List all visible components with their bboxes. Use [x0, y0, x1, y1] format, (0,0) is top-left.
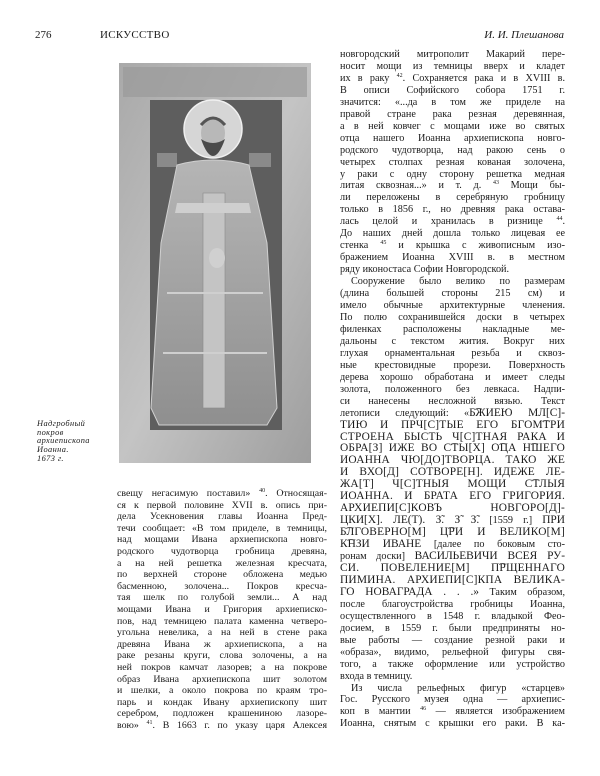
- text-line: [117, 650, 327, 662]
- text-segment: правой стране рака резная деревянная,: [340, 108, 565, 120]
- text-segment: дальоны с текстом жития. Вокруг них: [340, 335, 565, 347]
- text-segment: ТИЮ И ПРЧ[С]ТЫЕ ЕГО БГОМ͡ТРИ: [340, 418, 565, 431]
- footnote-reference: 46: [420, 706, 427, 713]
- text-segment: мощами Ивана и Григория архиеписко-: [117, 603, 327, 615]
- text-segment: древяна Ивана ж архиепископа, а на: [117, 638, 327, 650]
- text-line: [117, 546, 327, 558]
- text-line: [340, 336, 565, 348]
- caption-line: Надгробный: [37, 419, 86, 428]
- text-line: [340, 276, 565, 288]
- text-segment: ЖА[Т] Ч[С]ТНЫЯ МОЩИ С͡ТЛЫЯ: [340, 478, 565, 491]
- text-line: [340, 240, 565, 252]
- text-line: [340, 180, 565, 192]
- footnote-reference: 44: [556, 216, 563, 223]
- text-segment: вые работы — создание резной раки и: [340, 634, 565, 646]
- text-line: [117, 581, 327, 593]
- text-segment: ронам доски]: [340, 551, 415, 563]
- text-segment: ли переложены в серебряную гробницу: [340, 192, 565, 204]
- text-segment: ные крестовидные прорези. Поверхность: [340, 359, 565, 371]
- text-segment: си нанесены несложной вязью. Текст: [340, 395, 565, 407]
- text-segment: носит мощи из темницы вверх и кладет: [340, 60, 565, 72]
- text-segment: парь и кондак Ивану архиепископу шит: [117, 696, 327, 708]
- saint-stole: [203, 193, 225, 408]
- text-line: [117, 708, 327, 720]
- text-segment: золота, положенного без левкаса. Надпи-: [340, 383, 565, 395]
- text-line: [117, 523, 327, 535]
- footnote-reference: 43: [492, 180, 499, 187]
- text-line: [340, 264, 565, 276]
- inscription-text: ВАСИЛЬЕВИЧИ ВСЕЯ РУ-: [414, 550, 565, 563]
- text-segment: Сооружение было велико по размерам: [351, 276, 565, 288]
- text-line: [117, 639, 327, 651]
- text-segment: АРХИЕПИ[С]КОВЪ НОВГОРО[Д]-: [340, 502, 565, 515]
- text-segment: и крышка с живописным изо-: [386, 240, 566, 252]
- text-segment: и шелки, а около покрова по краям тро-: [117, 685, 327, 697]
- text-segment: вою»: [117, 719, 147, 731]
- text-line: [340, 623, 565, 635]
- text-segment: их в раку: [340, 72, 397, 84]
- text-segment: — является изображением: [426, 706, 566, 718]
- text-line: [340, 288, 565, 300]
- text-line: [117, 534, 327, 546]
- inscription-text: К͡НЗИ ИВАНЕ: [340, 538, 422, 551]
- text-line: [340, 635, 565, 647]
- text-segment: бражением Иоанна XVIII в. в местном: [340, 252, 565, 264]
- text-line: [340, 157, 565, 169]
- caption-line: покров: [37, 427, 64, 437]
- text-line: [340, 169, 565, 181]
- text-segment: ИОАННА. И БРАТА ЕГО ГРИГОРИЯ.: [340, 490, 565, 503]
- text-segment: тая шелк по голубой земли... А над: [117, 592, 327, 604]
- text-segment: глухая орнаментальная резьба и сквоз-: [340, 347, 565, 359]
- left-text-column: [117, 488, 327, 731]
- text-segment: Мощи бы-: [498, 180, 565, 192]
- text-segment: [1559 г.]: [479, 515, 543, 527]
- text-segment: новгородский митрополит Макарий пере-: [340, 49, 565, 60]
- text-line: [117, 627, 327, 639]
- text-segment: того, а также оформление или устройство: [340, 658, 565, 670]
- text-line: [340, 647, 565, 659]
- text-segment: СИ. ПОВЕЛЕНИЕ[М] П͡РЩЕННАГО: [340, 561, 565, 574]
- text-segment: . Относящая-: [265, 488, 327, 499]
- text-segment: Гос. Русского музея одна — архиепис-: [340, 694, 565, 706]
- text-segment: раке резаны круги, слова золочены, а на: [117, 650, 327, 662]
- text-segment: отца нашего Иоанна архиепископа новго-: [340, 132, 565, 144]
- text-line: [340, 73, 565, 85]
- text-line: [117, 592, 327, 604]
- text-segment: образ Ивана архиепископа шит золотом: [117, 673, 327, 685]
- inscription-text: ГО НОВАГРАДА . . .»: [340, 585, 480, 598]
- text-segment: стенка: [340, 240, 381, 252]
- footnote-reference: 45: [380, 240, 387, 247]
- text-segment: «образа», видимо, рельефной фигуры свя-: [340, 646, 565, 658]
- text-segment: По полю сохранившейся доски в четырех: [340, 311, 565, 323]
- text-segment: а в ней ковчег с мощами иже во святых: [340, 120, 565, 132]
- text-line: [117, 697, 327, 709]
- text-line: [340, 324, 565, 336]
- text-line: [117, 662, 327, 674]
- text-segment: дела Усекновения главы Иоанна Пред-: [117, 511, 327, 523]
- caption-line: 1673 г.: [37, 453, 64, 463]
- text-line: [340, 384, 565, 396]
- text-line: [340, 659, 565, 671]
- text-segment: а на ней решетка железная кресчата,: [117, 557, 327, 569]
- text-segment: басменною, золочена... Покров кресча-: [117, 580, 327, 592]
- text-segment: ряду иконостаса Софии Новгородской.: [340, 264, 510, 276]
- text-line: [340, 49, 565, 61]
- author-name: И. И. Плешанова: [484, 29, 564, 41]
- text-line: [117, 488, 327, 500]
- text-line: [340, 145, 565, 157]
- text-segment: Б͡ЛГОВЕРНО[М] Ц͡РИ И ВЕЛИКО[М]: [340, 526, 565, 539]
- footnote-reference: 40: [259, 488, 266, 494]
- text-segment: четырех столпах резная кованая золочена,: [340, 156, 565, 168]
- text-line: [117, 511, 327, 523]
- text-segment: И ВХО[Д] СОТВОРЕ[Н]. ИДЕЖЕ ЛЕ-: [340, 466, 565, 479]
- text-segment: СТРОЕНА БЫСТЬ Ч[С]ТНАЯ РАКА И: [340, 430, 565, 443]
- text-line: [340, 109, 565, 121]
- text-line: [340, 228, 565, 240]
- caption-line: Иоанна.: [37, 445, 69, 455]
- text-segment: литая сквозная...» и т. д.: [340, 180, 493, 192]
- text-segment: свещу негасимую поставил»: [117, 488, 260, 499]
- text-segment: ся к первой половине XVII в. опись при-: [117, 499, 327, 511]
- text-line: [340, 694, 565, 706]
- text-line: [340, 599, 565, 611]
- text-segment: (длина большей стороны 215 см) и: [340, 288, 565, 300]
- text-line: [117, 569, 327, 581]
- text-line: [340, 97, 565, 109]
- text-segment: над мощами Ивана архиепископа новго-: [117, 534, 327, 546]
- text-segment: . Сохраняется рака и в XVIII в.: [402, 72, 565, 84]
- inscription-text: ЦКИ[Х]. ЛЕ(Т). З̃. З̃ З̃.: [340, 514, 480, 527]
- section-title: ИСКУССТВО: [100, 29, 170, 41]
- text-segment: ней покров камчат лазорев; а на покрове: [117, 661, 327, 673]
- tomb-shroud-photo: [117, 63, 313, 463]
- text-segment: пов, над темницею палата каменна четверо-: [117, 615, 327, 627]
- text-line: [117, 616, 327, 628]
- text-line: [117, 674, 327, 686]
- text-segment: входа в темницу.: [340, 670, 413, 682]
- text-segment: ПИМИНА. АРХИЕПИ[С]КПА ВЕЛИКА-: [340, 573, 565, 586]
- text-line: [340, 216, 565, 228]
- text-line: [117, 720, 327, 732]
- text-segment: родского чудотворца гробница древяна,: [117, 545, 327, 557]
- text-line: [340, 718, 565, 730]
- text-segment: Иоанна, снятым с крышки его раки. В ка-: [340, 718, 565, 730]
- text-line: [340, 133, 565, 145]
- caption-line: архиепископа: [37, 436, 90, 446]
- text-line: [340, 85, 565, 97]
- text-line: [117, 685, 327, 697]
- text-segment: по верхней стороне обложена медью: [117, 569, 327, 581]
- text-segment: Из числа рельефных фигур «старцев»: [351, 682, 565, 694]
- text-segment: серебром, подложен крашениною лазоре-: [117, 708, 327, 720]
- text-segment: значится: «...да в том же приделе на: [340, 96, 565, 108]
- text-segment: . В 1663 г. по указу царя Алексея: [152, 719, 327, 731]
- text-segment: ОБРА[З] ИЖЕ ВО С͡ТЫ[Х] О͡ЦА Н͡ШЕГО: [340, 442, 565, 455]
- text-line: [340, 671, 565, 683]
- page-number: 276: [35, 29, 52, 41]
- text-segment: .: [562, 216, 565, 228]
- footnote-reference: 41: [146, 719, 153, 726]
- text-segment: В описи Софийского собора 1751 г.: [340, 84, 565, 96]
- text-segment: филенках расположены накладные ме-: [340, 323, 565, 335]
- text-segment: после благоустройства гробницы Иоанна,: [340, 598, 565, 610]
- text-segment: у раки с одну сторону решетка медная: [340, 168, 565, 180]
- text-line: [340, 360, 565, 372]
- footnote-reference: 42: [396, 72, 403, 79]
- text-line: [340, 204, 565, 216]
- right-text-column: [340, 49, 565, 730]
- inscription-text: ПРИ: [542, 514, 565, 527]
- text-line: [340, 372, 565, 384]
- text-line: [340, 611, 565, 623]
- text-segment: Таким образом,: [479, 586, 566, 598]
- text-line: [117, 500, 327, 512]
- text-segment: [далее по боковым сто-: [421, 539, 566, 551]
- text-line: [117, 558, 327, 570]
- text-line: [340, 121, 565, 133]
- text-segment: имело обычные архитектурные членения.: [340, 300, 565, 312]
- text-line: [340, 192, 565, 204]
- text-line: [340, 252, 565, 264]
- text-line: [340, 312, 565, 324]
- text-line: [340, 706, 565, 718]
- shroud-top-band: [123, 67, 307, 97]
- text-segment: только в 1856 г., но древняя рака остава-: [340, 204, 565, 216]
- text-segment: ИОАННА ЧЮ[ДО]ТВОРЦА. ТАКО ЖЕ: [340, 454, 565, 467]
- text-segment: лась целой и хранилась в ризнице: [340, 216, 557, 228]
- text-segment: течи сообщает: «В том приделе, в темницы,: [117, 522, 327, 534]
- text-line: [340, 587, 565, 599]
- text-line: [340, 683, 565, 695]
- text-segment: До наших дней дошла только лицевая ее: [340, 228, 565, 240]
- text-segment: осуществленного в 1548 г. владыкой Фео-: [340, 610, 565, 622]
- figure-caption: [37, 420, 107, 464]
- text-line: [340, 300, 565, 312]
- text-segment: угольна невелика, а на ней в стене рака: [117, 627, 327, 639]
- text-line: [117, 604, 327, 616]
- text-line: [340, 348, 565, 360]
- text-segment: дерева хорошо обработана и имеет следы: [340, 371, 565, 383]
- text-line: [340, 61, 565, 73]
- inscription-text: Б͡ЖИЕЮ МЛ[С]-: [469, 406, 565, 419]
- text-segment: летописи следующий: «: [340, 407, 470, 419]
- text-segment: родского чудотворца, над ракою сень о: [340, 144, 565, 156]
- text-segment: досием, в 1559 г. были предприняты но-: [340, 622, 565, 634]
- text-segment: коп в мантии: [340, 706, 421, 718]
